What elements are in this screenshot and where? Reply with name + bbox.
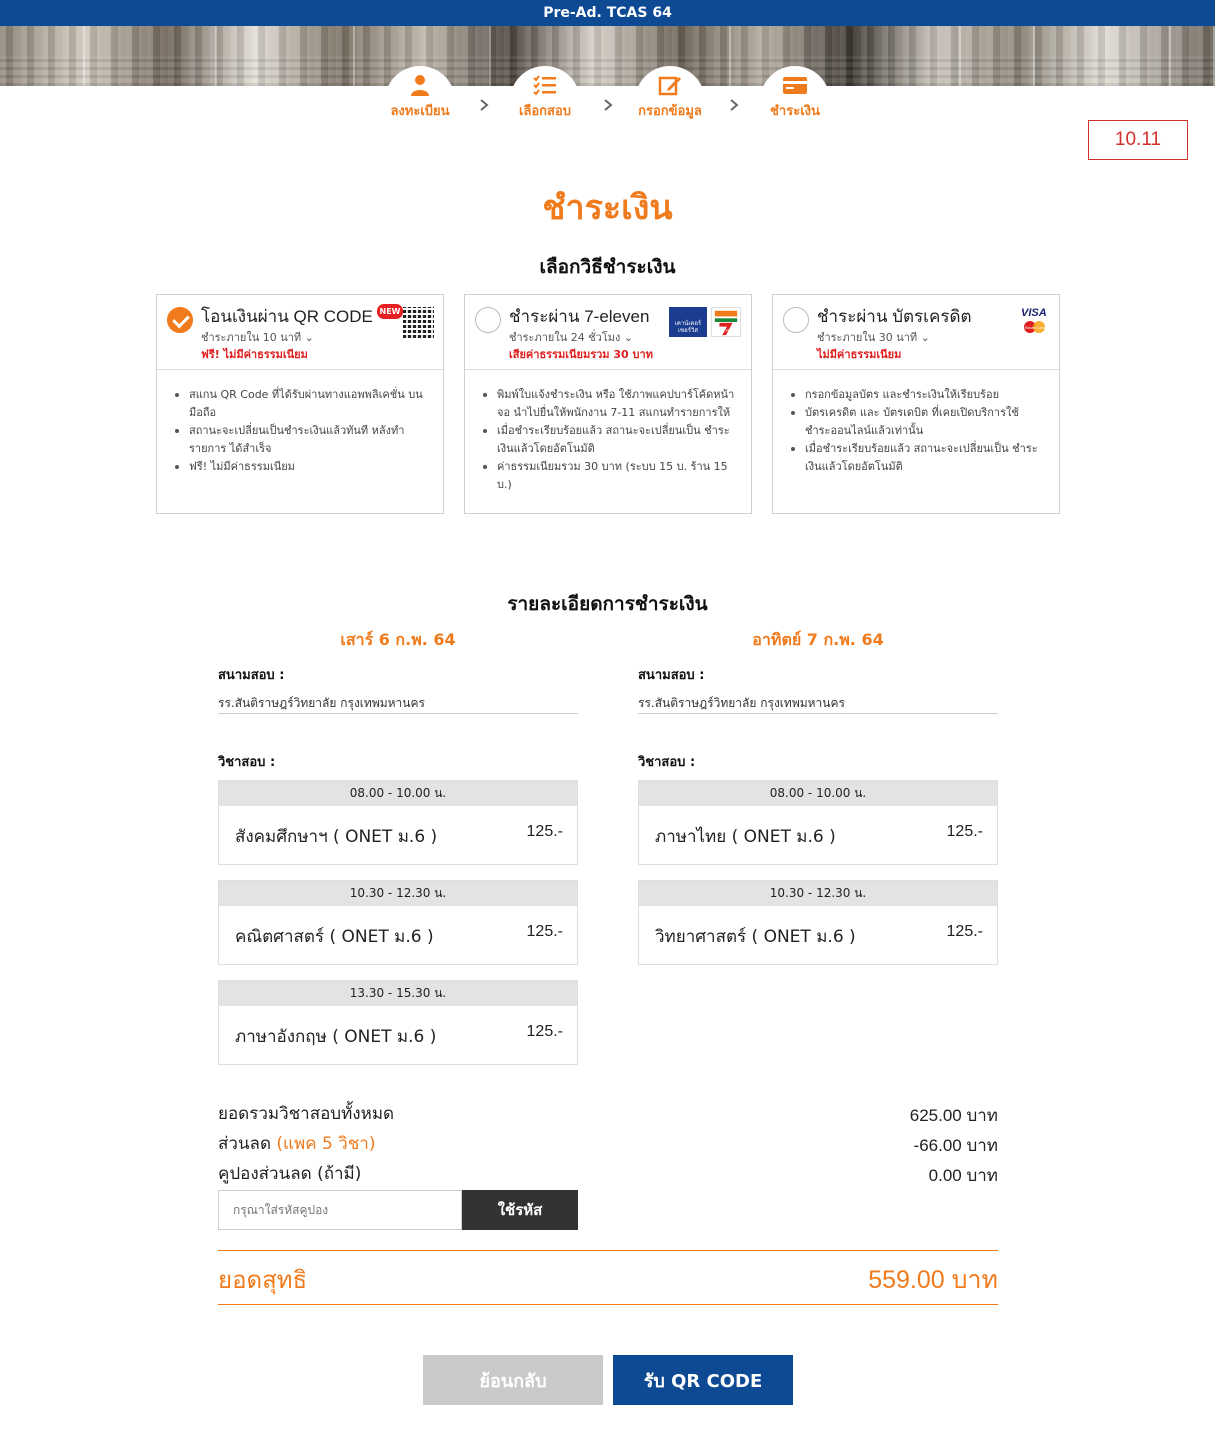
- chevron-down-icon: ⌄: [623, 331, 634, 344]
- step-payment[interactable]: [735, 66, 855, 122]
- venue-value: รร.สันติราษฎร์วิทยาลัย กรุงเทพมหานคร: [638, 688, 998, 714]
- back-button[interactable]: ย้อนกลับ: [423, 1355, 603, 1405]
- step-fill-info[interactable]: [610, 66, 730, 122]
- discount-note: (แพค 5 วิชา): [276, 1134, 376, 1154]
- list-item: พิมพ์ใบแจ้งชำระเงิน หรือ ใช้ภาพแคปบาร์โค้ดหน้า จอ นำไปยื่นให้พนักงาน 7-11 สแกนทำรายการให้: [497, 386, 737, 422]
- subject-card: [638, 880, 998, 965]
- top-bar: [0, 0, 1215, 26]
- progress-steps: [0, 66, 1215, 126]
- get-qr-code-button[interactable]: รับ QR CODE: [613, 1355, 793, 1405]
- step-label: ลงทะเบียน: [390, 104, 450, 119]
- payment-option-credit-card[interactable]: [772, 294, 1060, 514]
- seven-eleven-logo: [711, 307, 741, 337]
- step-label: กรอกข้อมูล: [638, 104, 702, 119]
- subject-name: ภาษาไทย ( ONET ม.6 ): [655, 827, 836, 847]
- total-value: 625.00 บาท: [909, 1106, 998, 1125]
- day-title: เสาร์ 6 ก.พ. 64: [340, 630, 456, 649]
- total-label: ยอดรวมวิชาสอบทั้งหมด: [218, 1104, 395, 1124]
- deadline-select[interactable]: ชำระภายใน 10 นาที ⌄: [201, 331, 314, 344]
- chevron-right-icon: [601, 98, 615, 112]
- list-item: สแกน QR Code ที่ได้รับผ่านทางแอพพลิเคชั่น บน มือถือ: [189, 386, 429, 422]
- net-total-label: ยอดสุทธิ: [218, 1266, 308, 1294]
- payment-option-7eleven[interactable]: [464, 294, 752, 514]
- step-select-exam[interactable]: [485, 66, 605, 122]
- divider: [218, 1304, 998, 1305]
- discount-value: -66.00 บาท: [913, 1136, 998, 1155]
- payment-method-heading: เลือกวิธีชำระเงิน: [539, 256, 676, 278]
- payment-details-list: [157, 370, 443, 476]
- list-item: สถานะจะเปลี่ยนเป็นชำระเงินแล้วทันที หลังทำ รายการ ได้สำเร็จ: [189, 422, 429, 458]
- coupon-code-input[interactable]: [218, 1190, 462, 1230]
- subject-price: 125.-: [526, 923, 563, 940]
- checklist-icon: [533, 74, 557, 96]
- coupon-value: 0.00 บาท: [928, 1166, 998, 1185]
- subject-card: [218, 980, 578, 1065]
- user-icon: [408, 74, 432, 96]
- credit-card-icon: [783, 74, 807, 96]
- list-item: ฟรี! ไม่มีค่าธรรมเนียม: [189, 458, 429, 476]
- step-label: เลือกสอบ: [518, 104, 572, 119]
- subject-name: สังคมศึกษาฯ ( ONET ม.6 ): [235, 827, 438, 847]
- apply-coupon-button[interactable]: ใช้รหัส: [462, 1190, 578, 1230]
- payment-option-name: ชำระผ่าน 7-eleven: [509, 307, 650, 326]
- payment-option-qr[interactable]: [156, 294, 444, 514]
- page-title: ชำระเงิน: [542, 188, 673, 228]
- net-total-value: 559.00 บาท: [868, 1266, 998, 1294]
- divider: [218, 1250, 998, 1251]
- subject-name: วิทยาศาสตร์ ( ONET ม.6 ): [655, 927, 856, 947]
- radio-selected[interactable]: [167, 307, 193, 333]
- chevron-right-icon: [727, 98, 741, 112]
- discount-label: ส่วนลด (แพค 5 วิชา): [218, 1134, 376, 1154]
- subjects-label: วิชาสอบ :: [218, 755, 276, 770]
- chevron-down-icon: ⌄: [304, 331, 314, 344]
- deadline-select[interactable]: ชำระภายใน 30 นาที ⌄: [817, 331, 930, 344]
- subject-price: 125.-: [526, 1023, 563, 1040]
- venue-label: สนามสอบ :: [218, 668, 285, 683]
- coupon-label: คูปองส่วนลด (ถ้ามี): [218, 1164, 362, 1184]
- payment-details-list: [773, 370, 1059, 476]
- visa-mastercard-logo: VISA MasterCard: [1021, 307, 1049, 335]
- qr-code-icon: [403, 307, 434, 338]
- page-code-label: 10.11: [1088, 120, 1188, 160]
- list-item: เมื่อชำระเรียบร้อยแล้ว สถานะจะเปลี่ยนเป็น ชำระ เงินแล้วโดยอัตโนมัติ: [805, 440, 1045, 476]
- fee-note: เสียค่าธรรมเนียมรวม 30 บาท: [509, 348, 653, 361]
- svg-text:MasterCard: MasterCard: [1024, 326, 1046, 330]
- list-item: กรอกข้อมูลบัตร และชำระเงินให้เรียบร้อย: [805, 386, 1045, 404]
- step-register[interactable]: [360, 66, 480, 122]
- step-label: ชำระเงิน: [770, 104, 820, 119]
- subject-price: 125.-: [946, 823, 983, 840]
- exam-time: 10.30 - 12.30 น.: [219, 881, 577, 906]
- payment-option-name: โอนเงินผ่าน QR CODE: [201, 307, 373, 326]
- venue-value: รร.สันติราษฎร์วิทยาลัย กรุงเทพมหานคร: [218, 688, 578, 714]
- subject-name: ภาษาอังกฤษ ( ONET ม.6 ): [235, 1027, 437, 1047]
- exam-time: 13.30 - 15.30 น.: [219, 981, 577, 1006]
- list-item: บัตรเครดิต และ บัตรเดบิต ที่เคยเปิดบริการใช้ ชำระออนไลน์แล้วเท่านั้น: [805, 404, 1045, 440]
- svg-text:ELEVEN: ELEVEN: [718, 328, 734, 333]
- fee-note: ไม่มีค่าธรรมเนียม: [817, 348, 902, 361]
- payment-detail-heading: รายละเอียดการชำระเงิน: [507, 593, 708, 615]
- day-title: อาทิตย์ 7 ก.พ. 64: [752, 630, 884, 649]
- payment-option-name: ชำระผ่าน บัตรเครดิต: [817, 307, 972, 326]
- list-item: ค่าธรรมเนียมรวม 30 บาท (ระบบ 15 บ. ร้าน 15 บ.): [497, 458, 737, 494]
- counter-service-logo: เคาน์เตอร์ เซอร์วิส: [669, 307, 707, 337]
- list-item: เมื่อชำระเรียบร้อยแล้ว สถานะจะเปลี่ยนเป็น ชำระ เงินแล้วโดยอัตโนมัติ: [497, 422, 737, 458]
- chevron-right-icon: [477, 98, 491, 112]
- edit-icon: [658, 74, 682, 96]
- chevron-down-icon: ⌄: [920, 331, 930, 344]
- payment-details-list: [465, 370, 751, 494]
- exam-time: 08.00 - 10.00 น.: [219, 781, 577, 806]
- exam-time: 10.30 - 12.30 น.: [639, 881, 997, 906]
- subject-card: [218, 780, 578, 865]
- exam-time: 08.00 - 10.00 น.: [639, 781, 997, 806]
- new-badge: NEW: [377, 304, 403, 319]
- subject-price: 125.-: [946, 923, 983, 940]
- radio-unselected[interactable]: [475, 307, 501, 333]
- subject-card: [638, 780, 998, 865]
- deadline-select[interactable]: ชำระภายใน 24 ชั่วโมง ⌄: [509, 331, 634, 344]
- radio-unselected[interactable]: [783, 307, 809, 333]
- mastercard-icon: [1021, 320, 1049, 334]
- fee-note: ฟรี! ไม่มีค่าธรรมเนียม: [201, 348, 308, 361]
- venue-label: สนามสอบ :: [638, 668, 705, 683]
- site-title: Pre-Ad. TCAS 64: [543, 5, 672, 21]
- subject-card: [218, 880, 578, 965]
- subjects-label: วิชาสอบ :: [638, 755, 696, 770]
- subject-price: 125.-: [526, 823, 563, 840]
- subject-name: คณิตศาสตร์ ( ONET ม.6 ): [235, 927, 434, 947]
